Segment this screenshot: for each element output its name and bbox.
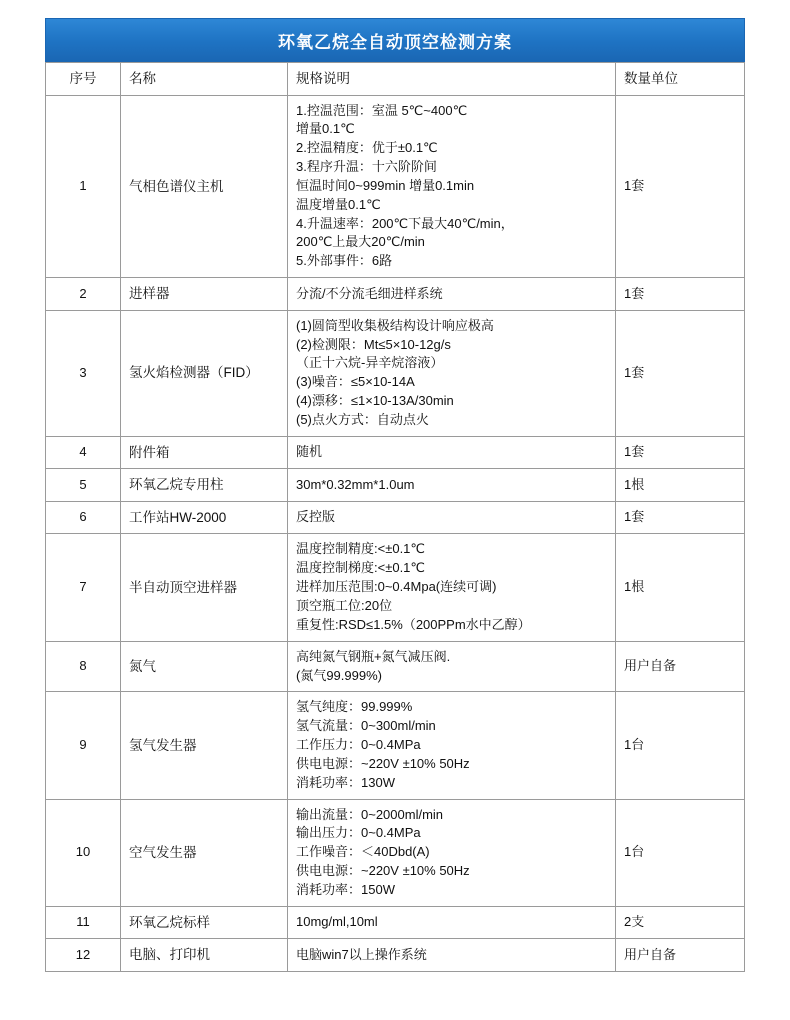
row-name: 进样器 xyxy=(121,278,288,311)
spec-line: 5.外部事件：6路 xyxy=(296,253,393,269)
spec-line: 30m*0.32mm*1.0um xyxy=(296,476,415,492)
row-no: 11 xyxy=(46,906,121,939)
spec-line: 3.程序升温：十六阶阶间 xyxy=(296,159,437,175)
table-row xyxy=(46,641,745,692)
spec-line: (3)噪音：≤5×10-14A xyxy=(296,374,415,390)
row-no: 12 xyxy=(46,939,121,972)
spec-line: 输出压力：0~0.4MPa xyxy=(296,825,421,841)
row-name: 空气发生器 xyxy=(121,799,288,906)
specification-table xyxy=(45,62,745,972)
spec-line: 输出流量：0~2000ml/min xyxy=(296,806,444,822)
row-qty: 用户自备 xyxy=(616,939,745,972)
row-name: 环氧乙烷专用柱 xyxy=(121,469,288,502)
row-no: 10 xyxy=(46,799,121,906)
spec-line: 消耗功率：150W xyxy=(296,881,395,897)
table-row xyxy=(46,469,745,502)
spec-line: 供电电源：~220V ±10% 50Hz xyxy=(296,863,470,879)
row-qty: 1台 xyxy=(616,692,745,799)
row-no: 6 xyxy=(46,501,121,534)
row-spec xyxy=(288,534,616,641)
row-spec xyxy=(288,641,616,692)
table-row xyxy=(46,436,745,469)
spec-line: 分流/不分流毛细进样系统 xyxy=(296,285,443,301)
column-header-no: 序号 xyxy=(46,63,121,96)
row-name: 附件箱 xyxy=(121,436,288,469)
row-qty: 1套 xyxy=(616,310,745,436)
row-no: 7 xyxy=(46,534,121,641)
spec-line: 氢气流量：0~300ml/min xyxy=(296,718,436,734)
row-qty: 1根 xyxy=(616,469,745,502)
table-header xyxy=(46,63,745,96)
row-name: 半自动顶空进样器 xyxy=(121,534,288,641)
row-spec xyxy=(288,939,616,972)
row-name: 环氧乙烷标样 xyxy=(121,906,288,939)
spec-line: (氮气99.999%) xyxy=(296,667,382,683)
spec-line: (2)检测限：Mt≤5×10-12g/s xyxy=(296,336,451,352)
column-header-spec: 规格说明 xyxy=(288,63,616,96)
row-qty: 用户自备 xyxy=(616,641,745,692)
row-name: 电脑、打印机 xyxy=(121,939,288,972)
spec-line: 1.控温范围：室温 5℃~400℃ xyxy=(296,102,468,118)
row-qty: 1套 xyxy=(616,501,745,534)
row-name: 氮气 xyxy=(121,641,288,692)
table-row xyxy=(46,906,745,939)
table-row xyxy=(46,310,745,436)
column-header-qty: 数量单位 xyxy=(616,63,745,96)
row-spec xyxy=(288,692,616,799)
table-row xyxy=(46,692,745,799)
document-title: 环氧乙烷全自动顶空检测方案 xyxy=(45,18,745,62)
row-spec xyxy=(288,310,616,436)
spec-line: 200℃上最大20℃/min xyxy=(296,234,425,250)
row-spec xyxy=(288,469,616,502)
spec-line: 反控版 xyxy=(296,509,336,525)
spec-line: 供电电源：~220V ±10% 50Hz xyxy=(296,755,470,771)
row-qty: 1套 xyxy=(616,436,745,469)
row-no: 4 xyxy=(46,436,121,469)
table-header-row xyxy=(46,63,745,96)
table-row xyxy=(46,799,745,906)
spec-line: (1)圆筒型收集极结构设计响应极高 xyxy=(296,317,494,333)
row-no: 9 xyxy=(46,692,121,799)
row-spec xyxy=(288,799,616,906)
row-no: 3 xyxy=(46,310,121,436)
row-spec xyxy=(288,278,616,311)
row-name: 气相色谱仪主机 xyxy=(121,95,288,278)
spec-line: 高纯氮气钢瓶+氮气减压阀. xyxy=(296,648,451,664)
row-no: 2 xyxy=(46,278,121,311)
spec-line: 10mg/ml,10ml xyxy=(296,914,378,930)
row-qty: 1台 xyxy=(616,799,745,906)
row-qty: 1根 xyxy=(616,534,745,641)
row-spec xyxy=(288,95,616,278)
row-qty: 2支 xyxy=(616,906,745,939)
spec-line: 电脑win7以上操作系统 xyxy=(296,946,427,962)
spec-line: 温度控制梯度:<±0.1℃ xyxy=(296,560,426,576)
table-row xyxy=(46,939,745,972)
row-qty: 1套 xyxy=(616,278,745,311)
spec-line: 温度控制精度:<±0.1℃ xyxy=(296,541,426,557)
spec-line: （正十六烷-异辛烷溶液） xyxy=(296,355,444,371)
row-name: 氢火焰检测器（FID） xyxy=(121,310,288,436)
spec-line: 温度增量0.1℃ xyxy=(296,196,381,212)
spec-line: 顶空瓶工位:20位 xyxy=(296,598,393,613)
row-spec xyxy=(288,501,616,534)
spec-line: (4)漂移：≤1×10-13A/30min xyxy=(296,393,454,409)
spec-line: (5)点火方式：自动点火 xyxy=(296,411,429,427)
row-spec xyxy=(288,436,616,469)
spec-line: 消耗功率：130W xyxy=(296,774,395,790)
spec-line: 随机 xyxy=(296,444,323,460)
row-no: 1 xyxy=(46,95,121,278)
spec-line: 工作噪音：＜40Dbd(A) xyxy=(296,844,430,860)
spec-line: 进样加压范围:0~0.4Mpa(连续可调) xyxy=(296,579,497,595)
spec-line: 4.升温速率：200℃下最大40℃/min， xyxy=(296,215,514,231)
spec-line: 重复性:RSD≤1.5%（200PPm水中乙醇） xyxy=(296,616,531,632)
row-spec xyxy=(288,906,616,939)
table-row xyxy=(46,278,745,311)
spec-line: 2.控温精度：优于±0.1℃ xyxy=(296,140,438,156)
row-name: 工作站HW-2000 xyxy=(121,501,288,534)
column-header-name: 名称 xyxy=(121,63,288,96)
table-row xyxy=(46,501,745,534)
row-qty: 1套 xyxy=(616,95,745,278)
row-no: 8 xyxy=(46,641,121,692)
spec-line: 增量0.1℃ xyxy=(296,121,355,137)
row-no: 5 xyxy=(46,469,121,502)
table-body xyxy=(46,95,745,971)
table-row xyxy=(46,95,745,278)
spec-line: 工作压力：0~0.4MPa xyxy=(296,737,421,753)
table-row xyxy=(46,534,745,641)
spec-line: 恒温时间0~999min 增量0.1min xyxy=(296,177,475,193)
spec-line: 氢气纯度：99.999% xyxy=(296,699,413,715)
row-name: 氢气发生器 xyxy=(121,692,288,799)
